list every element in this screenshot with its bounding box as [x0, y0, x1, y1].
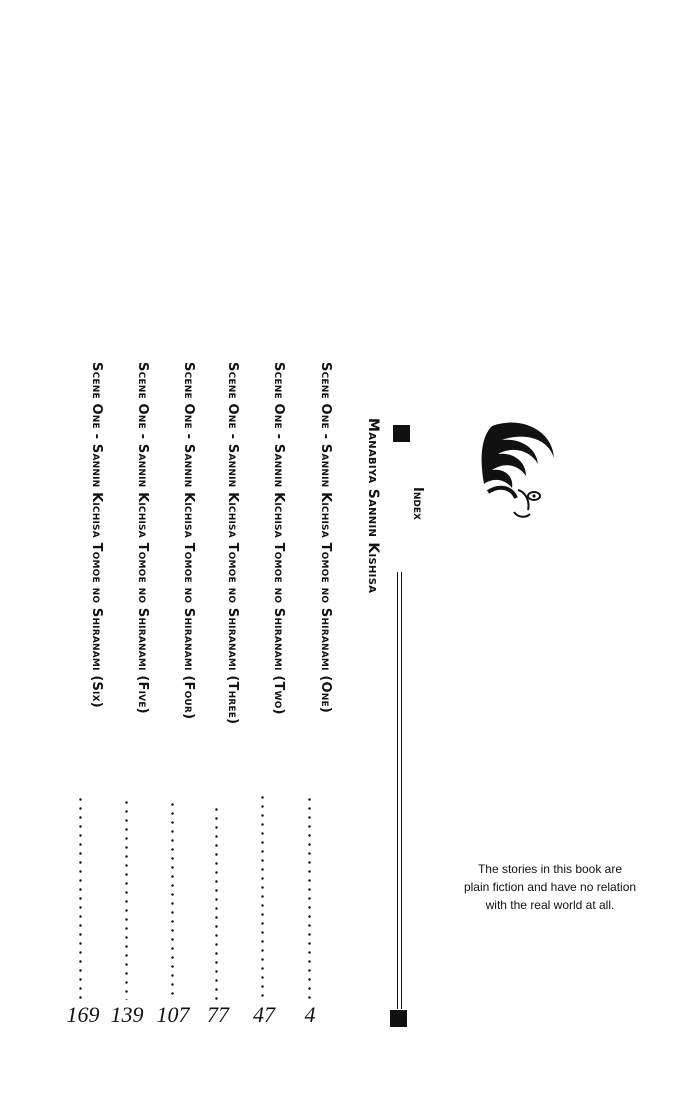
toc-entry-6-title: Scene One - Sannin Kichisa Tomoe no Shiranami (Six) — [89, 362, 104, 708]
toc-entry-6-page: 169 — [66, 1002, 100, 1027]
toc-entry-5-page: 139 — [110, 1002, 144, 1027]
disclaimer-line-2: plain fiction and have no relation — [463, 880, 637, 894]
toc-entry-4-page: 107 — [156, 1002, 190, 1027]
wave-face-logo — [478, 418, 558, 530]
toc-entry-2-title: Scene One - Sannin Kichisa Tomoe no Shiranami (Two) — [271, 362, 286, 715]
header-square-top — [393, 425, 410, 442]
index-label: Index — [410, 487, 425, 520]
double-rule-left — [397, 572, 398, 1009]
toc-entry-1-leader — [308, 795, 311, 1000]
toc-entry-2-leader — [261, 793, 264, 1000]
book-subtitle: Manabiya Sannin Kishisa — [365, 418, 381, 594]
toc-entry-1-title: Scene One - Sannin Kichisa Tomoe no Shiranami (One) — [318, 362, 333, 713]
double-rule-right — [401, 572, 402, 1009]
toc-entry-4-leader — [171, 800, 174, 1000]
toc-entry-5-leader — [125, 798, 128, 1000]
toc-entry-4-title: Scene One - Sannin Kichisa Tomoe no Shiranami (Four) — [181, 362, 196, 720]
toc-entry-3-page: 77 — [207, 1002, 229, 1027]
disclaimer-note — [455, 860, 645, 914]
toc-entry-2-page: 47 — [253, 1002, 275, 1027]
toc-entry-3-leader — [215, 805, 218, 1000]
toc-entry-5-title: Scene One - Sannin Kichisa Tomoe no Shiranami (Five) — [135, 362, 150, 714]
toc-entry-1-page: 4 — [304, 1002, 316, 1027]
header-square-bottom — [390, 1010, 407, 1027]
toc-entry-3-title: Scene One - Sannin Kichisa Tomoe no Shiranami (Three) — [225, 362, 240, 725]
disclaimer-line-3: with the real world at all. — [485, 898, 615, 912]
toc-entry-6-leader — [79, 795, 82, 1000]
disclaimer-line-1: The stories in this book are — [477, 862, 623, 876]
